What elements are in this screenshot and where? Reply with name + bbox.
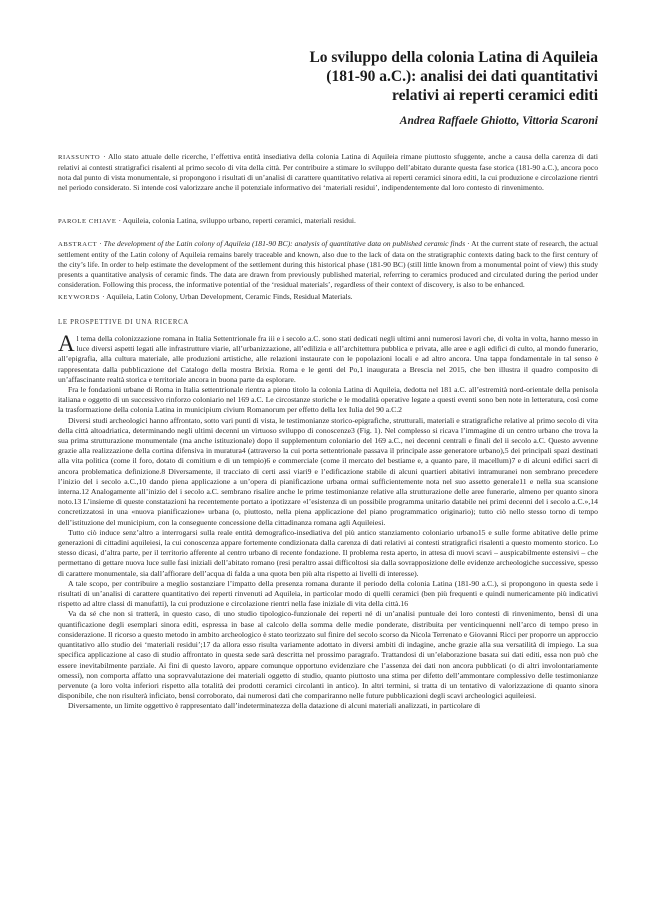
- paragraph-7: Diversamente, un limite oggettivo è rappresentato dall’indeterminatezza della datazione di alcuni materiali analizzati, in particolare di: [68, 701, 481, 711]
- keywords-label: KEYWORDS: [58, 294, 101, 301]
- paragraph-6: Va da sé che non si tratterà, in questo caso, di uno studio tipologico-funzionale dei reperti né di un’analisi puntuale dei loro contesti di rinvenimento, bensì di una quantificazione degli esemplari sinora editi, espressa in base al calcolo della somma delle medie ponderate, distribuita per venticinquenni nell’arco di tempo preso in considerazione. Il ricorso a questo metodo in ambito archeologico è stato teorizzato sul finire del secolo scorso da Nicola Terrenato e Giovanni Ricci per proporre un approccio quantitativo allo studio dei ‘materiali residui’;17 da allora esso risulta variamente adottato in diversi ambiti di indagine, anche grazie alla sua versatilità di impiego. La sua specifica applicazione al caso di studio affrontato in questa sede sarà descritta nel prossimo paragrafo. Trattandosi di un’elaborazione basata sui dati editi, essa non può che essere inevitabilmente parziale. Ai fini di questo lavoro, appare comunque opportuno evidenziare che l’assenza dei dati non ancora pubblicati (o di altri involontariamente omessi), non comporta affatto una sopravvalutazione dei materiali oggetto di studio, quanto piuttosto una stima per difetto dell’ammontare complessivo delle testimonianze pervenute (a loro volta inferiori rispetto alla totalità dei prodotti ceramici circolanti in antico). In altri termini, si tratta di un tentativo di valorizzazione di quanto sinora disponibile, che non risulterà inficiato, bensì corroborato, dai numerosi dati che compariranno nelle future pubblicazioni degli scavi archeologici aquileiesi.: [58, 609, 598, 701]
- abstract-block: ABSTRACT · The development of the Latin colony of Aquileia (181-90 BC): analysis of quantitative data on published ceramic finds · At the current state of research, the actual settlement entity of the Latin colony of Aquileia remains barely traceable and known, also due to the lack of data on the stratigraphic contexts dating back to the first century of the city’s life. In order to help estimate the development of the settlement during this historical phase (181-90 BC) (still little known from a monumental point of view) this study presents a quantitative analysis of ceramic finds. The data are drawn from previously published material, referring to ceramics produced and circulated during the period under consideration. Following this process, the informative potential of the ‘residual materials’, regardless of their context of discovery, is also to be enhanced.: [58, 239, 598, 289]
- title-line-2: (181-90 a.C.): analisi dei dati quantitativi: [326, 68, 598, 85]
- drop-cap: A: [58, 331, 75, 356]
- abstract-title: The development of the Latin colony of Aquileia (181-90 BC): analysis of quantitative data on published ceramic finds: [103, 239, 466, 248]
- keywords-block: KEYWORDS · Aquileia, Latin Colony, Urban Development, Ceramic Finds, Residual Materials.: [58, 292, 353, 301]
- section-heading: LE PROSPETTIVE DI UNA RICERCA: [58, 319, 189, 326]
- paragraph-5: A tale scopo, per contribuire a meglio sostanziare l’impatto della presenza romana durante il periodo della colonia Latina (181-90 a.C.), si propongono in questa sede i risultati di un’analisi di carattere quantitativo dei reperti rinvenuti ad Aquileia, in particolar modo di quelli ceramici (ben più frequenti e quindi numericamente più indicativi rispetto ad altre classi di manufatti), la cui produzione e circolazione rientri nella fase iniziale di vita della città.16: [58, 578, 598, 609]
- parole-chiave-label: PAROLE CHIAVE: [58, 218, 117, 225]
- title-line-3: relativi ai reperti ceramici editi: [391, 87, 598, 104]
- parole-chiave-block: PAROLE CHIAVE · Aquileia, colonia Latina, sviluppo urbano, reperti ceramici, materiali residui.: [58, 216, 356, 225]
- parole-chiave-text: Aquileia, colonia Latina, sviluppo urbano, reperti ceramici, materiali residui.: [122, 216, 356, 225]
- article-body: [58, 331, 598, 712]
- paragraph-3: Diversi studi archeologici hanno affrontato, sotto vari punti di vista, le testimonianze storico-epigrafiche, strutturali, materiali e stratigrafiche relative al primo secolo di vita della città altoadriatica, determinando negli ultimi decenni un virtuoso sviluppo di conoscenze3 (Fig. 1). Nel complesso si ricava l’immagine di un centro urbano che trova la sua prima strutturazione monumentale (ma anche istituzionale) dopo il supplementum coloniario del 169 a.C., nei decenni centrali e finali del ii secolo a.C. Questo avvenne grazie alla realizzazione della cortina difensiva in muratura4 (attraverso la cui porta settentrionale passava il principale asse generatore urbano),5 dei principali spazi destinati alla vita politica (come il foro, dotato di comitium e di un tempio)6 e commerciale (come il mercato del bestiame e, a quanto pare, il macellum)7 e di alcuni edifici sacri di ancora problematica definizione.8 Diversamente, il tracciato di certi assi viari9 e l’edificazione stabile di alcuni quartieri abitativi intramuranei non sembrano precedere l’inizio del i secolo a.C.,10 dando piena applicazione a un’opera di pianificazione urbana ormai sufficientemente nota nel suo assetto generale11 e nella sua scansione interna.12 Analogamente all’inizio del i secolo a.C. sembrano risalire anche le prime testimonianze relative alla strutturazione delle aree funerarie, almeno per quanto sinora noto.13 L’insieme di queste constatazioni ha recentemente portato a ipotizzare «l’esistenza di un possibile programma unitario databile nei primi decenni del i secolo a.C.»,14 concretizzatosi in una «nuova pianificazione» urbana (o, piuttosto, nella piena applicazione del piano programmatico originario); tutto ciò nello stesso torno di tempo dell’istituzione del municipium, con la conseguente concessione della cittadinanza romana agli Aquileiesi.: [58, 415, 598, 527]
- riassunto-label: RIASSUNTO: [58, 154, 101, 161]
- riassunto-block: RIASSUNTO · Allo stato attuale delle ricerche, l’effettiva entità insediativa della colonia Latina di Aquileia rimane piuttosto sfuggente, anche a causa della carenza di dati relativi ai contesti stratigrafici risalenti al primo secolo di vita della città. Per contribuire a stimare lo sviluppo dell’abitato durante questa fase storica (181-90 a.C.), ancora poco nota dal punto di vista monumentale, si propongono i risultati di un’analisi di carattere quantitativo relativa ai reperti ceramici sinora editi, la cui produzione e circolazione rientri nel periodo considerato. Si intende così valorizzare anche il potenziale informativo dei ‘materiali residui’, indipendentemente dal loro contesto di rinvenimento.: [58, 152, 598, 192]
- paragraph-2: Fra le fondazioni urbane di Roma in Italia settentrionale rientra a pieno titolo la colonia Latina di Aquileia, dedotta nel 181 a.C. all’estremità nord-orientale della penisola italiana e oggetto di un successivo rinforzo coloniario nel 169 a.C. Le circostanze storiche e le modalità operative legate a questi eventi sono ben note in letteratura, così come la trasformazione della colonia Latina in municipium civium Romanorum per effetto della lex Iulia del 90 a.C.2: [58, 385, 598, 415]
- paragraph-1: [58, 331, 598, 385]
- title-line-1: Lo sviluppo della colonia Latina di Aquileia: [309, 49, 598, 66]
- riassunto-text: Allo stato attuale delle ricerche, l’effettiva entità insediativa della colonia Latina di Aquileia rimane piuttosto sfuggente, anche a causa della carenza di dati relativi ai contesti stratigrafici risalenti al primo secolo di vita della città. Per contribuire a stimare lo sviluppo dell’abitato durante questa fase storica (181-90 a.C.), ancora poco nota dal punto di vista monumentale, si propongono i risultati di un’analisi di carattere quantitativo relativa ai reperti ceramici sinora editi, la cui produzione e circolazione rientri nel periodo considerato. Si intende così valorizzare anche il potenziale informativo dei ‘materiali residui’, indipendentemente dal loro contesto di rinvenimento.: [58, 152, 598, 192]
- abstract-label: ABSTRACT: [58, 241, 98, 248]
- article-authors: Andrea Raffaele Ghiotto, Vittoria Scaroni: [399, 115, 598, 127]
- paragraph-4: Tutto ciò induce senz’altro a interrogarsi sulla reale entità demografico-insediativa del più antico stanziamento coloniario urbano15 e sulle forme abitative delle prime generazioni di cittadini aquileiesi, la cui conoscenza appare fortemente condizionata dalla carenza di dati relativi ai contesti stratigrafici risalenti a questo momento storico. Lo stesso dicasi, d’altra parte, per il territorio afferente al centro urbano di recente fondazione. Il problema resta aperto, in attesa di nuovi scavi – auspicabilmente estensivi – che permettano di gettare nuova luce sulle fasi iniziali dell’abitato romano (resi peraltro assai difficoltosi sia dalla sovrapposizione delle evidenze archeologiche successive, spesso di carattere monumentale, sia dall’affiorare dell’acqua di falda a una quota ben più alta rispetto ai livelli di interesse).: [58, 527, 598, 578]
- paragraph-1-text: l tema della colonizzazione romana in Italia Settentrionale fra iii e i secolo a.C. sono stati dedicati negli ultimi anni numerosi lavori che, di volta in volta, hanno messo in luce diversi aspetti legati alle infrastrutture viarie, all’urbanizzazione, all’edilizia e all’architettura pubblica e privata, alle aree e agli edifici di culto, al mondo funerario, all’epigrafia, alla cultura materiale, alle produzioni artistiche, alle relazioni instaurate con le popolazioni locali e ad altro ancora. Una tappa fondamentale in tal senso è rappresentata dalla pubblicazione del Catalogo della mostra Brixia. Roma e le genti del Po,1 inaugurata a Brescia nel 2015, che ben illustra il quadro composito di un’affascinante realtà storica e territoriale ancora in buona parte da esplorare.: [58, 334, 598, 384]
- article-title: [58, 48, 598, 105]
- abstract-text: At the current state of research, the actual settlement entity of the Latin colony of Aquileia remains barely traceable and known, also due to the lack of data on the stratigraphic contexts dating back to the first century of the city’s life. In order to help estimate the development of the settlement during this historical phase (181-90 BC) (still little known from a monumental point of view) this study presents a quantitative analysis of ceramic finds. The data are drawn from previously published material, referring to ceramics produced and circulated during the period under consideration. Following this process, the informative potential of the ‘residual materials’, regardless of their context of discovery, is also to be enhanced.: [58, 239, 598, 289]
- keywords-text: Aquileia, Latin Colony, Urban Development, Ceramic Finds, Residual Materials.: [106, 292, 353, 301]
